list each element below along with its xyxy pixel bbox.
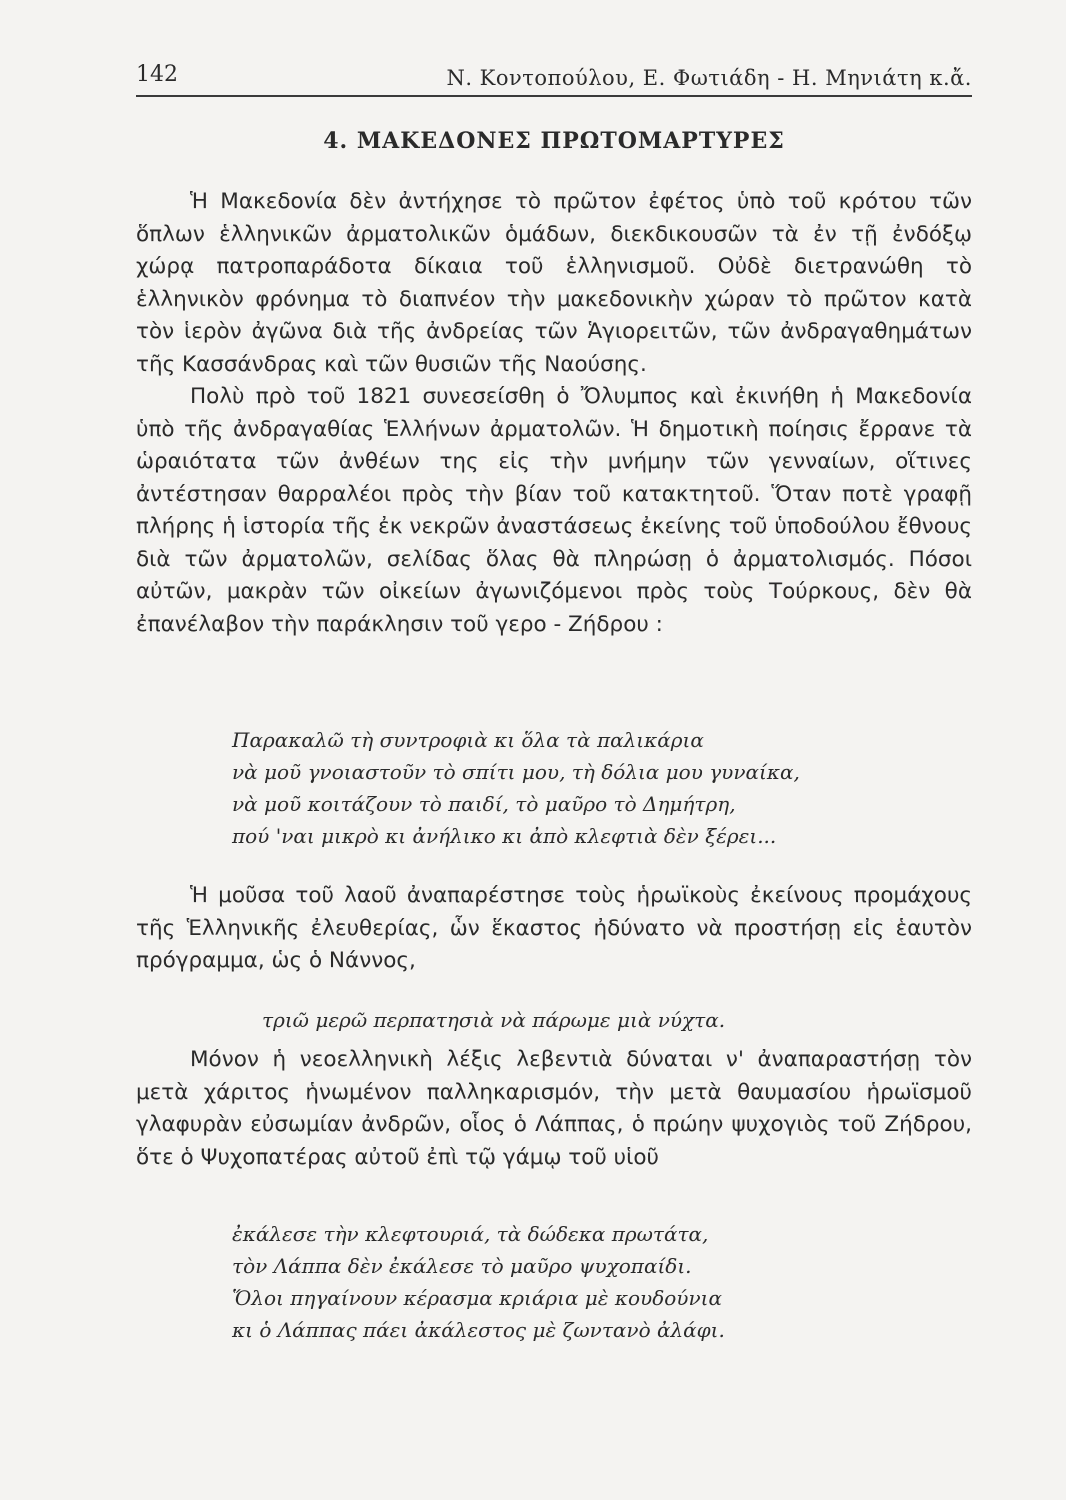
verse-line: Ὅλοι πηγαίνουν κέρασμα κριάρια μὲ κουδούνια (232, 1286, 722, 1310)
paragraph-1: Ἡ Μακεδονία δὲν ἀντήχησε τὸ πρῶτον ἐφέτος ὑπὸ τοῦ κρότου τῶν ὅπλων ἑλληνικῶν ἀρματολικῶν ὁμάδων, διεκδικουσῶν τὰ ἐν τῇ ἐνδόξῳ χώρᾳ πατροπαράδοτα δίκαια τοῦ ἑλληνισμοῦ. Οὐδὲ διετρανώθη τὸ ἑλληνικὸν φρόνημα τὸ διαπνέον τὴν μακεδονικὴν χώραν τὸ πρῶτον κατὰ τὸν ἱερὸν ἀγῶνα διὰ τῆς ἀνδρείας τῶν Ἁγιορειτῶν, τῶν ἀνδραγαθημάτων τῆς Κασσάνδρας καὶ τῶν θυσιῶν τῆς Ναούσης. (136, 189, 972, 377)
paragraph-4: Μόνον ἡ νεοελληνικὴ λέξις λεβεντιὰ δύναται ν' ἀναπαραστήσῃ τὸν μετὰ χάριτος ἡνωμένον παλληκαρισμόν, τὴν μετὰ θαυμασίου ἡρωϊσμοῦ γλαφυρὰν εὐσωμίαν ἀνδρῶν, οἷος ὁ Λάππας, ὁ πρώην ψυχογιὸς τοῦ Ζήδρου, ὅτε ὁ Ψυχοπατέρας αὐτοῦ ἐπὶ τῷ γάμῳ τοῦ υἱοῦ (136, 1047, 972, 1170)
verse-line: τὸν Λάππα δὲν ἐκάλεσε τὸ μαῦρο ψυχοπαίδι. (232, 1254, 692, 1278)
verse-line: τριῶ μερῶ περπατησιὰ νὰ πάρωμε μιὰ νύχτα. (262, 1008, 726, 1032)
page-number: 142 (136, 62, 178, 87)
verse-line: νὰ μοῦ γνοιαστοῦν τὸ σπίτι μου, τὴ δόλια μου γυναίκα, (232, 760, 800, 784)
verse-block-3 (232, 1218, 725, 1346)
verse-block-2 (262, 1004, 725, 1036)
chapter-title: 4. ΜΑΚΕΔΟΝΕΣ ΠΡΩΤΟΜΑΡΤΥΡΕΣ (323, 128, 785, 154)
paragraph-3: Ἡ μοῦσα τοῦ λαοῦ ἀναπαρέστησε τοὺς ἡρωϊκοὺς ἐκείνους προμάχους τῆς Ἑλληνικῆς ἐλευθερίας, ὧν ἕκαστος ἠδύνατο νὰ προστήσῃ εἰς ἑαυτὸν πρόγραμμα, ὡς ὁ Νάννος, (136, 883, 972, 973)
verse-line: πού 'ναι μικρὸ κι ἀνήλικο κι ἀπὸ κλεφτιὰ δὲν ξέρει... (232, 824, 777, 848)
verse-line: ἐκάλεσε τὴν κλεφτουριά, τὰ δώδεκα πρωτάτα, (232, 1222, 709, 1246)
verse-block-1 (232, 724, 800, 852)
header-rule (136, 95, 972, 97)
verse-line: Παρακαλῶ τὴ συντροφιὰ κι ὅλα τὰ παλικάρια (232, 728, 704, 752)
running-head: Ν. Κοντοπούλου, Ε. Φωτιάδη - Η. Μηνιάτη κ.ἄ. (446, 66, 972, 90)
paragraph-2: Πολὺ πρὸ τοῦ 1821 συνεσείσθη ὁ Ὄλυμπος καὶ ἐκινήθη ἡ Μακεδονία ὑπὸ τῆς ἀνδραγαθίας Ἑλλήνων ἀρματολῶν. Ἡ δημοτικὴ ποίησις ἔρρανε τὰ ὡραιότατα τῶν ἀνθέων της εἰς τὴν μνήμην τῶν γενναίων, οἵτινες ἀντέστησαν θαρραλέοι πρὸς τὴν βίαν τοῦ κατακτητοῦ. Ὅταν ποτὲ γραφῇ πλήρης ἡ ἱστορία τῆς ἐκ νεκρῶν ἀναστάσεως ἐκείνης τοῦ ὑποδούλου ἔθνους διὰ τῶν ἀρματολῶν, σελίδας ὅλας θὰ πληρώσῃ ὁ ἀρματολισμός. Πόσοι αὐτῶν, μακρὰν τῶν οἰκείων ἀγωνιζόμενοι πρὸς τοὺς Τούρκους, δὲν θὰ ἐπανέλαβον τὴν παράκλησιν τοῦ γερο - Ζήδρου : (136, 384, 972, 637)
prose-block-1 (136, 186, 972, 641)
verse-line: νὰ μοῦ κοιτάζουν τὸ παιδί, τὸ μαῦρο τὸ Δημήτρη, (232, 792, 736, 816)
prose-block-3 (136, 1044, 972, 1174)
prose-block-2 (136, 880, 972, 978)
page-header (136, 62, 972, 94)
verse-line: κι ὁ Λάππας πάει ἀκάλεστος μὲ ζωντανὸ ἀλάφι. (232, 1318, 725, 1342)
